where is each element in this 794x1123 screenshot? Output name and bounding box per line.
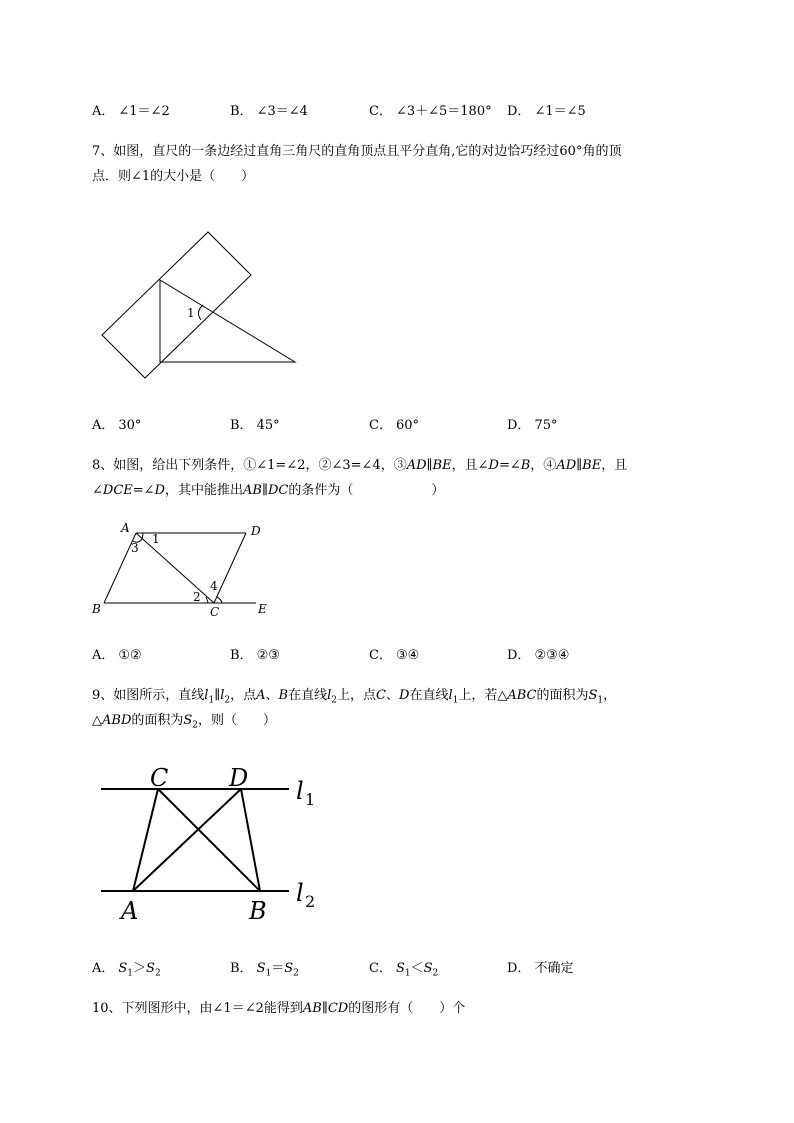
triangle-shape (160, 280, 295, 362)
q8-stem-line1: 8、如图，给出下列条件，①∠1=∠2，②∠3=∠4，③AD∥BE，且∠D=∠B，④AD∥BE，且 (92, 458, 628, 473)
q7-option-d[interactable]: D． 75° (507, 418, 558, 433)
q8-label-c: C (210, 605, 220, 619)
q9-stem-line1: 9、如图所示，直线$l_1\parallel l_2$，点A、B在直线$l_2$上，点C、D在直线$l_1$上，若△ABC的面积为$S_1$， (92, 688, 617, 706)
q9-option-a[interactable]: A． $S_1>S_2$ (92, 961, 161, 979)
q9-option-b[interactable]: B． $S_1=S_2$ (230, 961, 299, 979)
ruler-shape (102, 232, 251, 378)
q8-stem-line2: ∠DCE=∠D，其中能推出AB∥DC的条件为（ ） (92, 483, 445, 498)
q8-angle-4: 4 (210, 579, 218, 593)
q8-label-b: B (92, 602, 101, 616)
q9-label-l1-sub: 1 (305, 790, 316, 809)
q8-label-e: E (258, 602, 267, 616)
q9-label-a: A (121, 897, 139, 925)
q6-option-b[interactable]: B． ∠3＝∠4 (230, 104, 308, 119)
q7-stem-line2: 点．则∠1的大小是（ ） (92, 169, 255, 184)
q8-label-a: A (121, 521, 130, 535)
q7-stem-line1: 7、如图，直尺的一条边经过直角三角尺的直角顶点且平分直角,它的对边恰巧经过60°角的顶 (92, 144, 622, 159)
q8-angle-1: 1 (152, 532, 160, 546)
q9-options (92, 957, 732, 979)
q8-options (92, 644, 732, 666)
q9-label-b: B (249, 897, 267, 925)
q9-label-l2: l (296, 879, 304, 907)
q7-option-c[interactable]: C． 60° (369, 418, 419, 433)
q6-option-d[interactable]: D． ∠1＝∠5 (507, 104, 586, 119)
q9-label-d: D (229, 764, 249, 792)
q9-label-c: C (150, 764, 169, 792)
q8-option-b[interactable]: B． ②③ (230, 648, 280, 663)
q9-option-c[interactable]: C． $S_1<S_2$ (369, 961, 439, 979)
q8-angle-3: 3 (131, 541, 139, 555)
q8-angle-2: 2 (193, 590, 201, 604)
q6-option-a[interactable]: A． ∠1＝∠2 (92, 104, 170, 119)
angle-1-arc (198, 305, 203, 320)
q8-option-a[interactable]: A． ①② (92, 648, 142, 663)
q8-option-c[interactable]: C． ③④ (369, 648, 420, 663)
q6-options (92, 100, 732, 122)
q9-stem-line2: △ABD的面积为$S_2$，则（ ） (92, 713, 277, 731)
q8-option-d[interactable]: D． ②③④ (507, 648, 570, 663)
q7-options (92, 414, 732, 436)
q7-option-b[interactable]: B． 45° (230, 418, 280, 433)
q9-label-l2-sub: 2 (305, 892, 316, 911)
q10-stem: 10、下列图形中，由∠1＝∠2能得到AB∥CD的图形有（ ）个 (92, 1001, 466, 1016)
q9-label-l1: l (296, 777, 304, 805)
q7-option-a[interactable]: A． 30° (92, 418, 142, 433)
q6-option-c[interactable]: C． ∠3＋∠5＝180° (369, 104, 492, 119)
q7-angle-label: 1 (187, 306, 195, 320)
q8-label-d: D (251, 524, 261, 538)
q9-option-d[interactable]: D． 不确定 (507, 961, 574, 976)
